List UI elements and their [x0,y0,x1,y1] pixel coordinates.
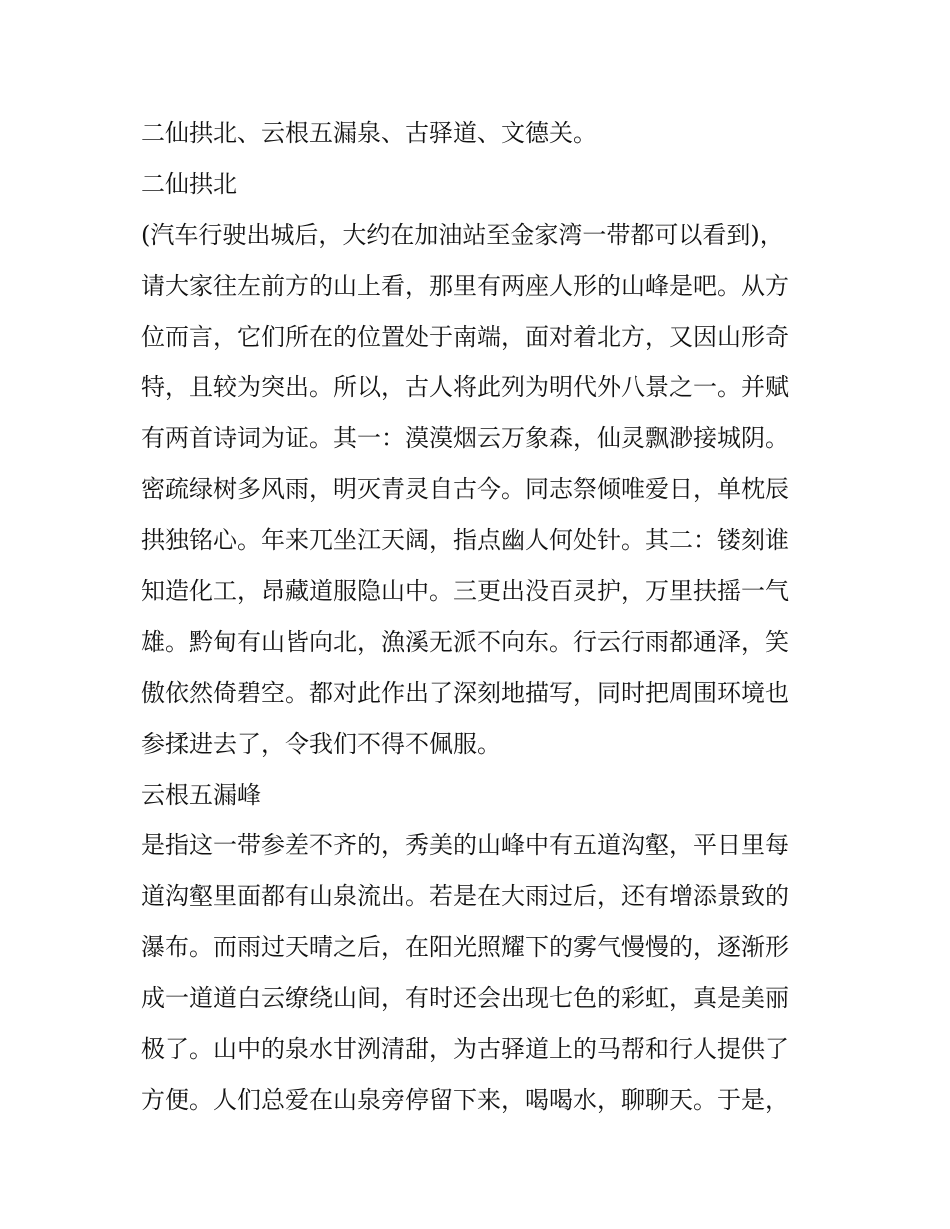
text-line: 方便。人们总爱在山泉旁停留下来，喝喝水，聊聊天。于是， [141,1085,789,1114]
section-heading-yungen-wulou: 云根五漏峰 [141,780,261,809]
section-heading-erxian-gongbei: 二仙拱北 [141,169,237,198]
body-text [141,108,813,1126]
text-line: 拱独铭心。年来兀坐江天阔，指点幽人何处针。其二：镂刻谁 [141,526,789,555]
text-line: 参揉进去了，令我们不得不佩服。 [141,729,501,758]
text-line: 雄。黔甸有山皆向北，漁溪无派不向东。行云行雨都通泽，笑 [141,627,789,656]
text-line: 特，且较为突出。所以，古人将此列为明代外八景之一。并赋 [141,373,789,402]
text-line: 道沟壑里面都有山泉流出。若是在大雨过后，还有增添景致的 [141,882,789,911]
text-line: 密疏绿树多风雨，明灭青灵自古今。同志祭倾唯爱日，单枕辰 [141,475,789,504]
text-line: 有两首诗词为证。其一：漠漠烟云万象森，仙灵飘渺接城阴。 [141,424,789,453]
text-line: 是指这一带参差不齐的，秀美的山峰中有五道沟壑，平日里每 [141,831,789,860]
text-line: (汽车行驶出城后，大约在加油站至金家湾一带都可以看到)， [141,220,784,249]
text-line: 请大家往左前方的山上看，那里有两座人形的山峰是吧。从方 [141,271,789,300]
text-line: 知造化工，昂藏道服隐山中。三更出没百灵护，万里扶摇一气 [141,577,789,606]
text-line: 极了。山中的泉水甘洌清甜，为古驿道上的马帮和行人提供了 [141,1035,789,1064]
text-line: 傲依然倚碧空。都对此作出了深刻地描写，同时把周围环境也 [141,678,789,707]
text-line: 成一道道白云缭绕山间，有时还会出现七色的彩虹，真是美丽 [141,984,789,1013]
text-line: 瀑布。而雨过天晴之后，在阳光照耀下的雾气慢慢的，逐渐形 [141,933,789,962]
text-line-list-heading: 二仙拱北、云根五漏泉、古驿道、文德关。 [141,119,597,147]
text-line: 位而言，它们所在的位置处于南端，面对着北方，又因山形奇 [141,322,789,351]
